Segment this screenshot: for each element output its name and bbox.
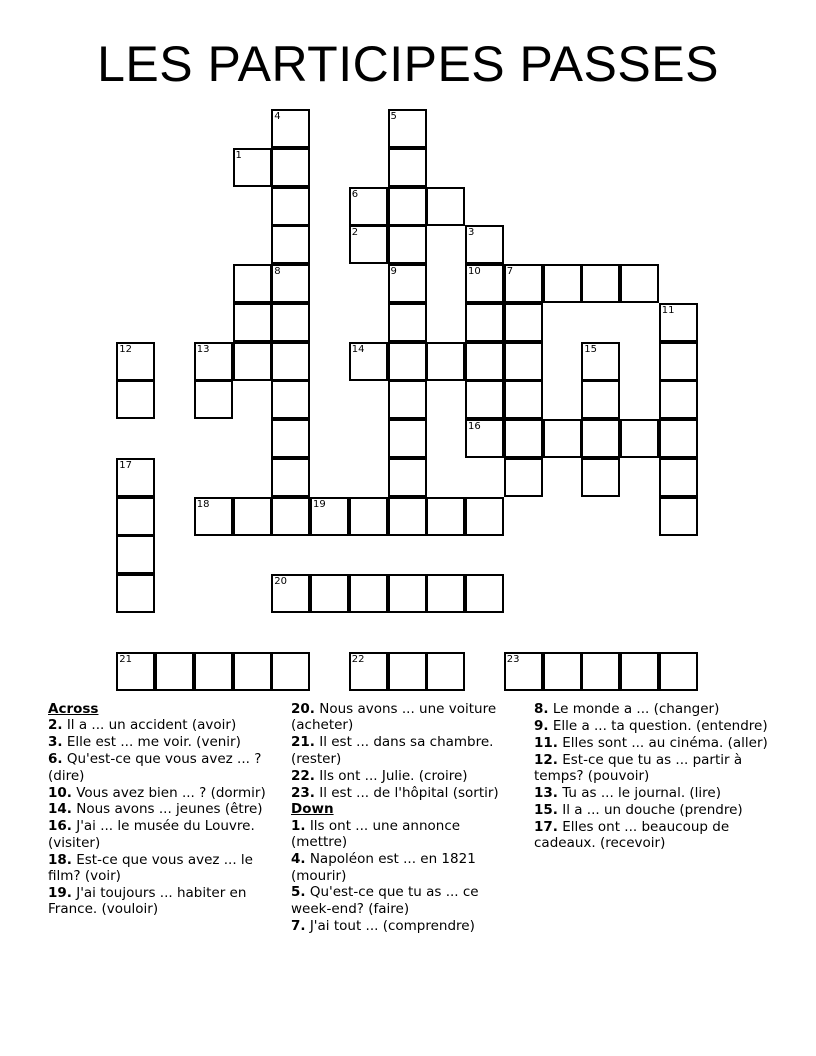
grid-cell[interactable] (194, 652, 233, 691)
clue-number: 14 (351, 343, 365, 355)
grid-cell[interactable] (155, 652, 194, 691)
grid-cell[interactable] (349, 652, 388, 691)
clue-text: Il a ... un douche (prendre) (562, 801, 743, 818)
clue-text: Nous avons ... jeunes (être) (76, 801, 263, 818)
grid-cell[interactable] (465, 303, 504, 342)
clue-number-label: 12. (534, 751, 558, 768)
clue-item (291, 768, 519, 784)
clue-text: Elle est ... me voir. (venir) (66, 734, 241, 751)
clue-number-label: 21. (291, 734, 315, 751)
clue-number-label: 23. (291, 784, 315, 801)
grid-cell[interactable] (504, 342, 543, 381)
clue-text: J'ai tout ... (comprendre) (309, 917, 475, 934)
clue-item (534, 752, 778, 785)
grid-cell[interactable] (271, 574, 310, 613)
clue-text: Est-ce que tu as ... partir à temps? (pouvoir) (534, 751, 743, 785)
clue-number: 2 (351, 227, 359, 239)
grid-cell[interactable] (465, 342, 504, 381)
grid-cell[interactable] (465, 574, 504, 613)
clue-number: 10 (468, 266, 481, 277)
grid-cell[interactable] (233, 652, 272, 691)
clue-item (48, 885, 276, 918)
grid-cell[interactable] (581, 264, 620, 303)
grid-cell[interactable] (620, 264, 659, 303)
grid-cell[interactable] (543, 264, 582, 303)
grid-cell[interactable] (504, 458, 543, 497)
clue-text: Qu'est-ce que tu as ... ce week-end? (faire) (291, 884, 479, 917)
clue-text: Vous avez bien ... ? (dormir) (76, 784, 266, 801)
clue-text: Qu'est-ce que vous avez ... ? (dire) (48, 751, 262, 784)
clue-number: 21 (119, 653, 132, 665)
grid-cell[interactable] (310, 497, 349, 536)
grid-cell[interactable] (465, 380, 504, 419)
grid-cell[interactable] (659, 652, 698, 691)
grid-cell[interactable] (465, 225, 504, 264)
clue-number-label: 4. (291, 851, 306, 868)
grid-cell[interactable] (310, 574, 349, 613)
clue-text: J'ai ... le musée du Louvre. (visiter) (48, 818, 255, 851)
clue-item (534, 802, 778, 818)
grid-cell[interactable] (504, 303, 543, 342)
clue-item (534, 819, 778, 852)
clue-item (291, 918, 519, 934)
grid-cell[interactable] (388, 109, 427, 148)
grid-cell[interactable] (271, 148, 310, 187)
grid-cell[interactable] (233, 148, 272, 187)
clue-item (291, 884, 519, 917)
grid-cell[interactable] (388, 419, 427, 458)
clue-item (534, 735, 778, 751)
grid-cell[interactable] (116, 574, 155, 613)
clue-number: 19 (313, 498, 326, 510)
grid-cell[interactable] (543, 419, 582, 458)
clue-item (48, 717, 276, 733)
grid-cell[interactable] (581, 652, 620, 691)
down-heading: Down (291, 801, 334, 818)
clue-number: 3 (468, 227, 475, 239)
clue-number: 13 (196, 343, 210, 355)
clue-item (48, 751, 276, 784)
clue-text: Elles ont ... beaucoup de cadeaux. (recevoir) (534, 818, 730, 852)
clue-text: Napoléon est ... en 1821 (mourir) (291, 851, 476, 884)
clue-number: 18 (196, 498, 210, 510)
clue-number: 23 (506, 653, 520, 665)
clues-column-1 (48, 701, 276, 918)
clue-number-label: 13. (534, 785, 558, 802)
clue-text: Ils ont ... Julie. (croire) (319, 767, 468, 784)
clue-number: 1 (235, 149, 242, 161)
clue-item (291, 818, 519, 851)
clue-item (291, 785, 519, 801)
grid-cell[interactable] (271, 187, 310, 226)
clue-number-label: 5. (291, 884, 306, 901)
clue-item (48, 734, 276, 750)
clue-number-label: 14. (48, 801, 72, 818)
clue-number: 15 (584, 343, 597, 355)
clue-item (291, 734, 519, 767)
grid-cell[interactable] (426, 497, 465, 536)
clue-text: Tu as ... le journal. (lire) (562, 785, 722, 802)
grid-cell[interactable] (271, 303, 310, 342)
clue-number: 6 (351, 188, 359, 200)
grid-cell[interactable] (349, 574, 388, 613)
grid-cell[interactable] (620, 419, 659, 458)
grid-cell[interactable] (426, 187, 465, 226)
grid-cell[interactable] (271, 380, 310, 419)
clue-item (48, 852, 276, 885)
clue-item (48, 785, 276, 801)
clue-number-label: 6. (48, 751, 63, 768)
grid-cell[interactable] (504, 419, 543, 458)
clue-number: 17 (119, 459, 132, 471)
grid-cell[interactable] (388, 264, 427, 303)
grid-cell[interactable] (426, 342, 465, 381)
clue-item (534, 785, 778, 801)
clue-number-label: 16. (48, 818, 72, 835)
clue-number: 16 (468, 421, 481, 432)
clue-number-label: 9. (534, 717, 549, 734)
clue-number: 20 (274, 576, 287, 587)
clue-number-label: 11. (534, 734, 558, 751)
grid-cell[interactable] (388, 225, 427, 264)
grid-cell[interactable] (271, 264, 310, 303)
grid-cell[interactable] (581, 342, 620, 381)
clue-number-label: 18. (48, 851, 72, 868)
grid-cell[interactable] (349, 225, 388, 264)
grid-cell[interactable] (620, 652, 659, 691)
clue-text: J'ai toujours ... habiter en France. (vouloir) (48, 884, 247, 918)
grid-cell[interactable] (349, 187, 388, 226)
clue-number-label: 2. (48, 717, 63, 734)
clue-text: Elle a ... ta question. (entendre) (552, 717, 768, 734)
grid-cell[interactable] (233, 264, 272, 303)
clue-number-label: 20. (291, 701, 315, 717)
clue-number: 11 (661, 304, 675, 316)
clue-item (291, 851, 519, 884)
clue-text: Il a ... un accident (avoir) (66, 717, 237, 734)
grid-cell[interactable] (659, 380, 698, 419)
page-title: LES PARTICIPES PASSES (97, 36, 719, 92)
clue-number-label: 3. (48, 734, 63, 751)
grid-cell[interactable] (581, 419, 620, 458)
clue-text: Nous avons ... une voiture (acheter) (291, 701, 497, 734)
grid-cell[interactable] (116, 380, 155, 419)
grid-cell[interactable] (349, 342, 388, 381)
grid-cell[interactable] (659, 303, 698, 342)
clue-number: 12 (119, 343, 132, 355)
grid-cell[interactable] (271, 225, 310, 264)
clue-number-label: 17. (534, 818, 558, 835)
grid-cell[interactable] (659, 419, 698, 458)
clue-text: Ils ont ... une annonce (mettre) (291, 817, 461, 851)
grid-cell[interactable] (271, 109, 310, 148)
grid-cell[interactable] (349, 497, 388, 536)
grid-cell[interactable] (116, 497, 155, 536)
grid-cell[interactable] (116, 458, 155, 497)
grid-cell[interactable] (504, 380, 543, 419)
clue-number: 5 (390, 111, 397, 122)
clue-number-label: 15. (534, 801, 558, 818)
grid-cell[interactable] (659, 458, 698, 497)
grid-cell[interactable] (659, 497, 698, 536)
grid-cell[interactable] (465, 264, 504, 303)
grid-cell[interactable] (116, 342, 155, 381)
grid-cell[interactable] (194, 380, 233, 419)
clue-item (534, 718, 778, 734)
grid-cell[interactable] (388, 652, 427, 691)
grid-cell[interactable] (426, 574, 465, 613)
clue-text: Est-ce que vous avez ... le film? (voir) (48, 851, 253, 885)
grid-cell[interactable] (271, 652, 310, 691)
clue-number-label: 8. (534, 701, 549, 717)
clue-text: Il est ... de l'hôpital (sortir) (319, 784, 499, 801)
clue-item (534, 701, 778, 717)
clues-column-2 (291, 701, 519, 935)
grid-cell[interactable] (388, 380, 427, 419)
grid-cell[interactable] (426, 652, 465, 691)
grid-cell[interactable] (581, 458, 620, 497)
clue-item (48, 818, 276, 851)
clue-item (291, 701, 519, 734)
grid-cell[interactable] (388, 303, 427, 342)
clue-text: Le monde a ... (changer) (552, 701, 720, 717)
grid-cell[interactable] (504, 264, 543, 303)
clues-column-3 (534, 701, 778, 852)
grid-cell[interactable] (465, 497, 504, 536)
grid-cell[interactable] (233, 303, 272, 342)
grid-cell[interactable] (388, 497, 427, 536)
grid-cell[interactable] (659, 342, 698, 381)
grid-cell[interactable] (233, 497, 272, 536)
clue-number-label: 10. (48, 784, 72, 801)
clue-number-label: 22. (291, 767, 315, 784)
grid-cell[interactable] (116, 535, 155, 574)
clue-number-label: 19. (48, 884, 72, 901)
clue-number: 8 (274, 266, 281, 277)
grid-cell[interactable] (194, 342, 233, 381)
clue-number: 4 (274, 111, 281, 122)
grid-cell[interactable] (271, 458, 310, 497)
clue-text: Elles sont ... au cinéma. (aller) (562, 734, 768, 751)
clue-item (48, 801, 276, 817)
grid-cell[interactable] (271, 342, 310, 381)
clue-number-label: 1. (291, 817, 306, 834)
grid-cell[interactable] (388, 148, 427, 187)
across-heading: Across (48, 701, 99, 717)
clue-number: 7 (506, 266, 514, 277)
clue-number-label: 7. (291, 917, 306, 934)
grid-cell[interactable] (271, 419, 310, 458)
clue-text: Il est ... dans sa chambre. (rester) (291, 734, 494, 767)
grid-cell[interactable] (388, 458, 427, 497)
grid-cell[interactable] (504, 652, 543, 691)
grid-cell[interactable] (116, 652, 155, 691)
grid-cell[interactable] (194, 497, 233, 536)
grid-cell[interactable] (233, 342, 272, 381)
clue-number: 9 (390, 266, 397, 277)
grid-cell[interactable] (465, 419, 504, 458)
grid-cell[interactable] (271, 497, 310, 536)
grid-cell[interactable] (388, 342, 427, 381)
grid-cell[interactable] (388, 574, 427, 613)
grid-cell[interactable] (581, 380, 620, 419)
grid-cell[interactable] (543, 652, 582, 691)
clue-number: 22 (351, 653, 365, 665)
grid-cell[interactable] (388, 187, 427, 226)
